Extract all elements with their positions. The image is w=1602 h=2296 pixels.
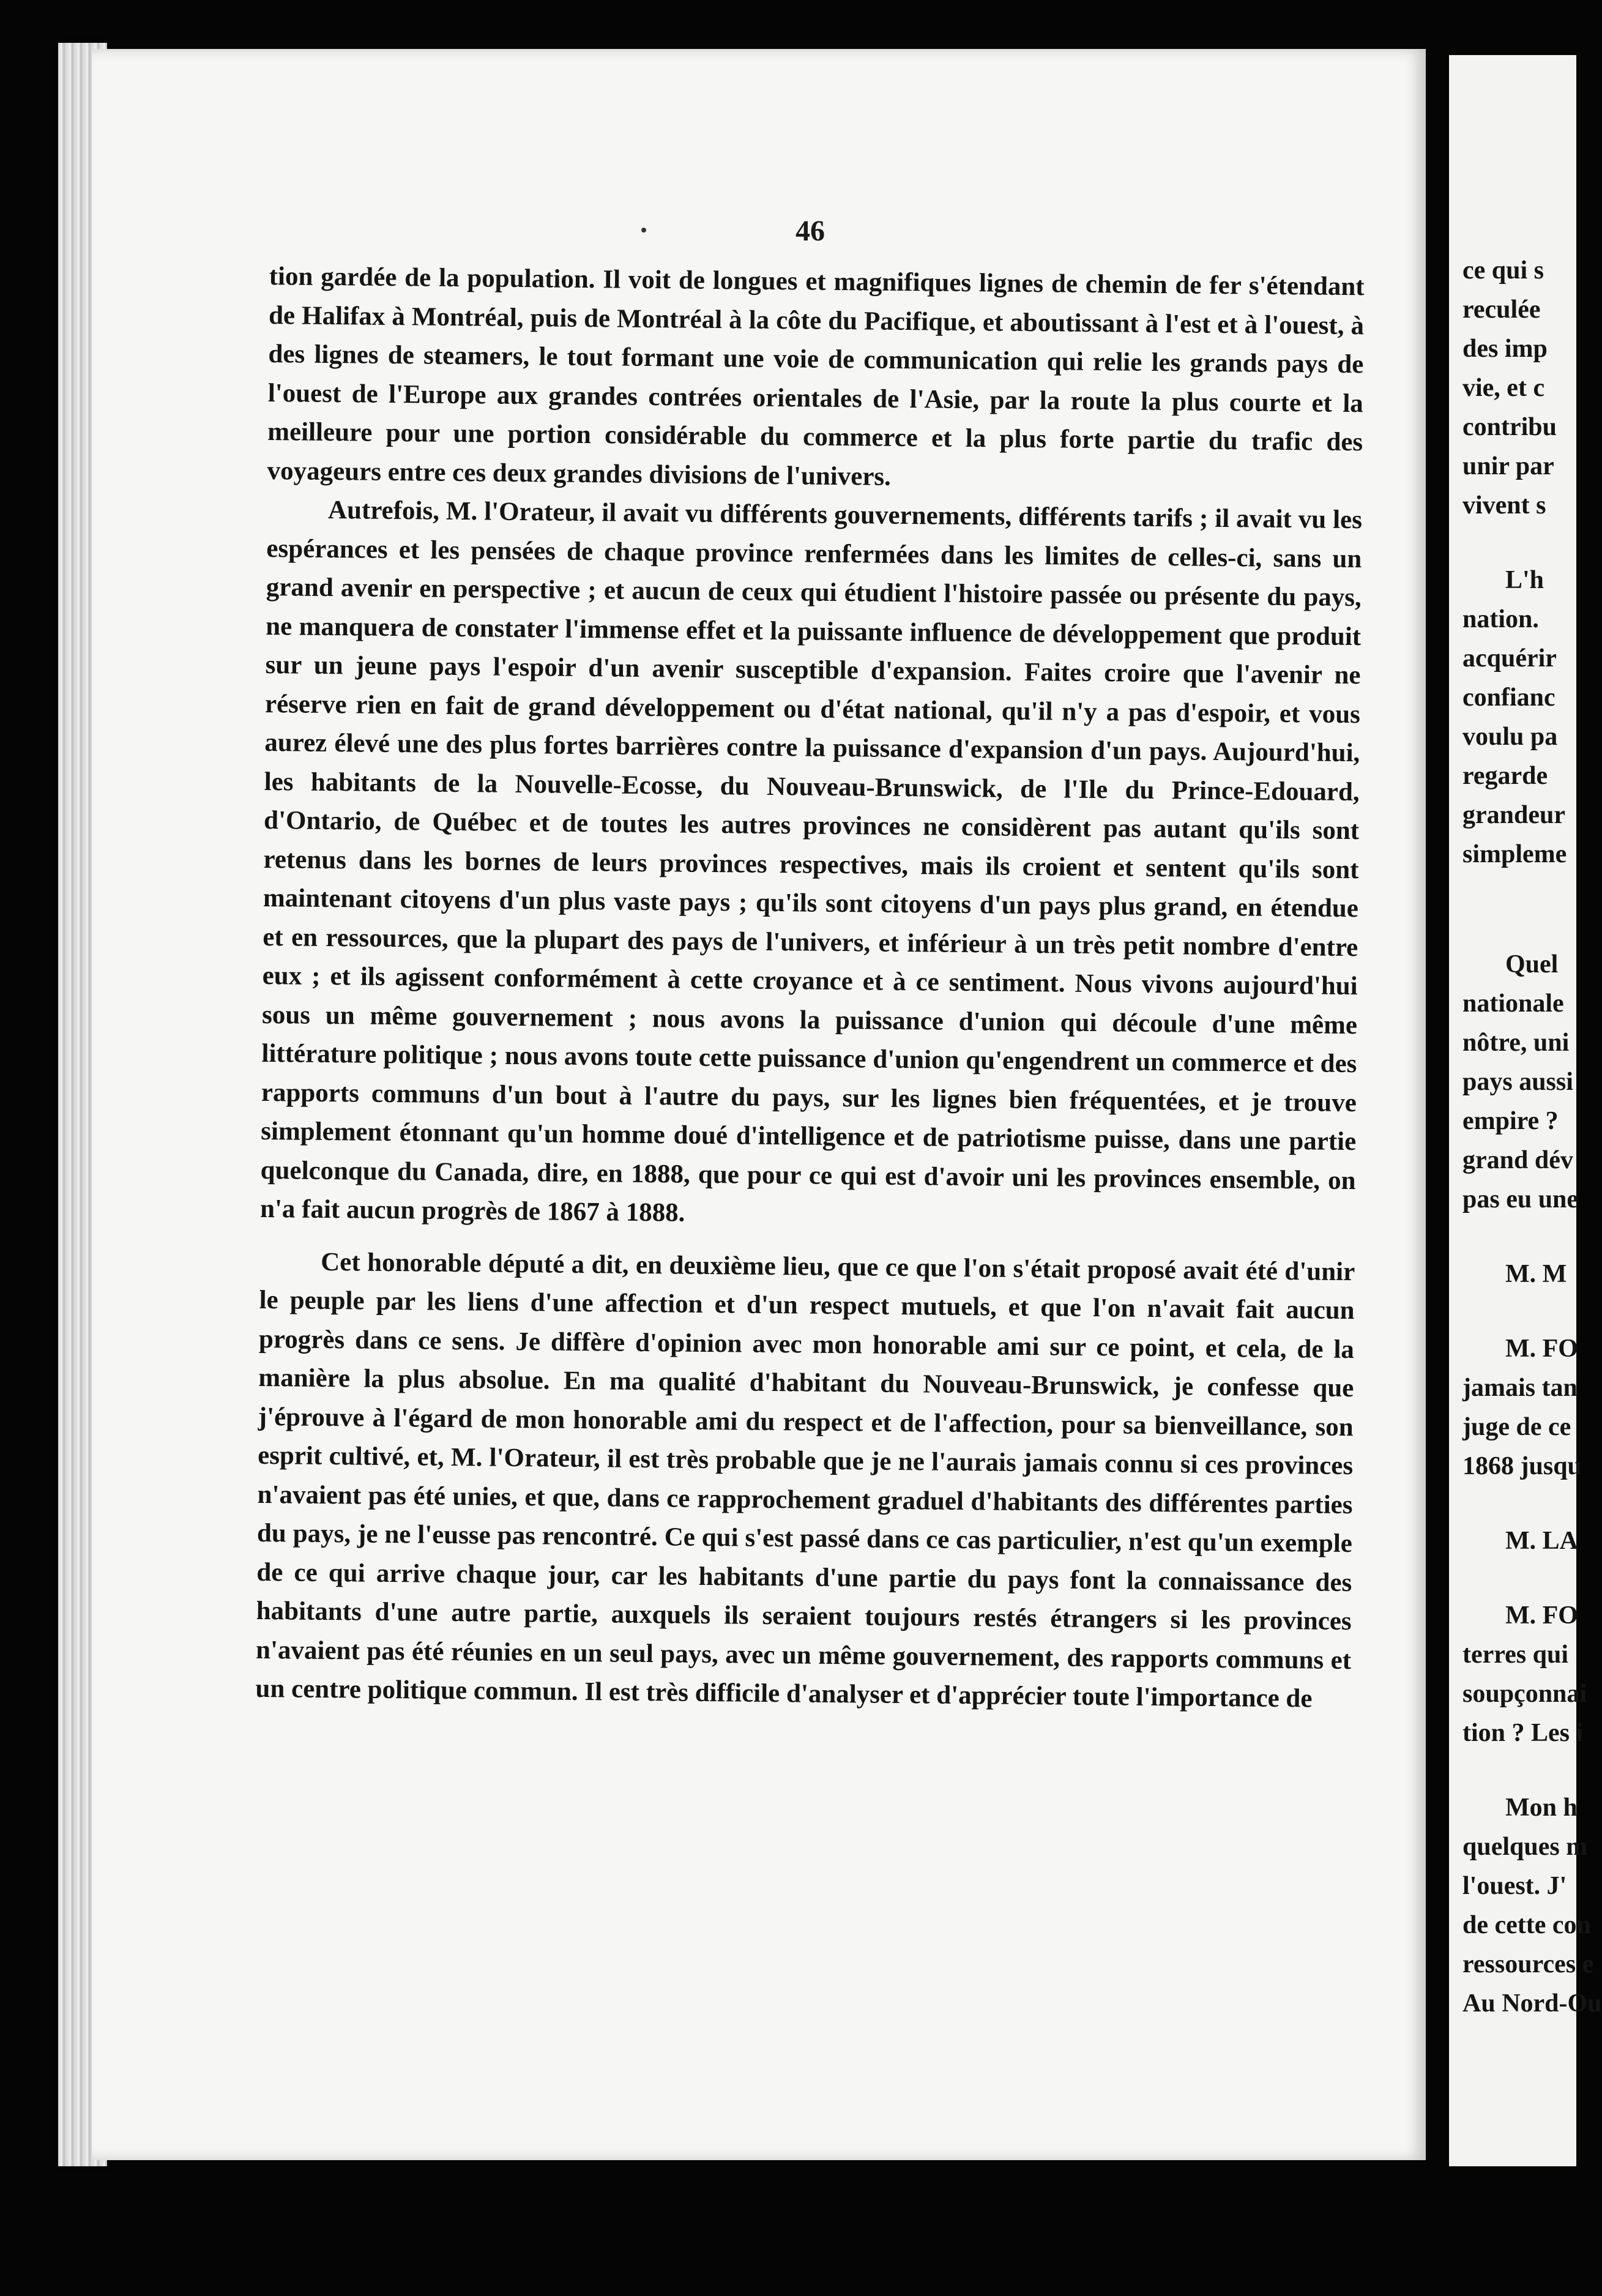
right-page-line: unir par [1462,452,1554,480]
right-page-line: Quel [1505,950,1559,978]
right-page-line: ce qui s [1462,256,1544,285]
right-page-line: M. FO [1505,1335,1578,1363]
right-page-line [1462,1294,1576,1329]
right-page-line: vivent s [1462,491,1546,520]
right-page-line [1462,874,1576,909]
right-page-line: empire ? [1462,1107,1559,1135]
right-page-line [1462,1486,1576,1521]
right-page-line: jamais tan [1462,1374,1578,1402]
right-page-line: nation. [1462,605,1539,633]
right-page-line [1462,1219,1576,1254]
right-page-line: L'h [1505,566,1544,594]
right-page-line: voulu pa [1462,723,1558,751]
right-page-line: grandeur [1462,801,1565,829]
right-page-line: terres qui [1462,1641,1569,1669]
right-page-line: ressources e [1462,1950,1594,1978]
right-page-line: contribu [1462,413,1557,441]
right-page-line: soupçonnai [1462,1680,1587,1708]
right-page-line: 1868 jusqu [1462,1452,1582,1480]
right-page-line: M. M [1505,1260,1567,1288]
right-page-line: l'ouest. J' [1462,1872,1567,1900]
right-page-line: tion ? Les i [1462,1719,1584,1747]
right-page-line: vie, et c [1462,374,1545,402]
right-page-line: nôtre, uni [1462,1029,1570,1057]
right-page-line: regarde [1462,762,1548,790]
right-page-line: confianc [1462,684,1555,712]
right-page-line: M. FO [1505,1601,1578,1630]
right-page-line [1462,1753,1576,1788]
right-page-line: grand dév [1462,1146,1573,1174]
right-page-line: de cette con [1462,1911,1591,1939]
right-page-line [1462,1560,1576,1596]
right-page-line: des imp [1462,335,1548,363]
right-page-line: Mon h [1505,1794,1578,1822]
page-number: 46 [795,215,825,247]
right-page-line: M. LA [1505,1527,1578,1555]
right-page-line: reculée [1462,296,1541,324]
right-page-line: acquérir [1462,644,1557,673]
right-page-line: Au Nord-Ou [1462,1989,1602,2018]
right-page-line: nationale [1462,990,1564,1018]
body-text [255,257,1365,1719]
right-page-line [1462,909,1576,945]
right-page-line: pas eu une [1462,1185,1579,1213]
right-page-line: juge de ce [1462,1413,1571,1441]
right-page-line [1462,525,1576,561]
paragraph-2: Autrefois, M. l'Orateur, il avait vu différents gouvernements, différents tarifs ; il avait vu les espérances et les pensées de chaque province renfermées dans les limites de celles-ci, sans un grand avenir en perspective ; et aucun de ceux qui étudient l'histoire passée ou présente du pays, ne manquera de constater l'immense effet et la puissante influence de développement que produit sur un jeune pays l'espoir d'un avenir susceptible d'expansion. Faites croire que l'avenir ne réserve rien en fait de grand développement ou d'état national, qu'il n'y a pas d'espoir, et vous aurez élevé une des plus fortes barrières contre la puissance d'expansion d'un pays. Aujourd'hui, les habitants de la Nouvelle-Ecosse, du Nouveau-Brunswick, de l'Ile du Prince-Edouard, d'Ontario, de Québec et de toutes les autres provinces ne considèrent pas autant qu'ils sont retenus dans les bornes de leurs provinces respectives, mais ils croient et sentent qu'ils sont maintenant citoyens d'un plus vaste pays ; qu'ils sont citoyens d'un pays plus grand, en étendue et en ressources, que la plupart des pays de l'univers, et inférieur à un très petit nombre d'entre eux ; et ils agissent conformément à cette croyance et à ce sentiment. Nous vivons aujourd'hui sous un même gouvernement ; nous avons la puissance d'union qui découle d'une même littérature politique ; nous avons toute cette puissance d'union qu'engendrent un commerce et des rapports communs d'un bout à l'autre du pays, sur les lignes bien fréquentées, et je trouve simplement étonnant qu'un homme doué d'intelligence et de patriotisme puisse, dans une partie quelconque du Canada, dire, en 1888, que pour ce qui est d'avoir uni les provinces ensemble, on n'a fait aucun progrès de 1867 à 1888. [259,495,1363,1228]
right-page-line: pays aussi [1462,1068,1573,1096]
paragraph-1: tion gardée de la population. Il voit de longues et magnifiques lignes de chemin de fer s'étendant de Halifax à Montréal, puis de Montréal à la côte du Pacifique, et aboutissant à l'est et à l'ouest, à des lignes de steamers, le tout formant une voie de communication qui relie les grands pays de l'ouest de l'Europe aux grandes contrées orientales de l'Asie, par la route la plus courte et la meilleure pour une portion considérable du commerce et la plus forte partie du trafic des voyageurs entre ces deux grandes divisions de l'univers. [267,261,1365,491]
right-page-line: quelques m [1462,1833,1588,1861]
paragraph-3: Cet honorable député a dit, en deuxième lieu, que ce que l'on s'était proposé avait été d'unir le peuple par les liens d'une affection et d'un respect mutuels, et que l'on n'avait fait aucun progrès dans ce sens. Je diffère d'opinion avec mon honorable ami sur ce point, et cela, de la manière la plus absolue. En ma qualité d'habitant du Nouveau-Brunswick, je confesse que j'éprouve à l'égard de mon honorable ami du respect et de l'affection, pour sa bienveillance, son esprit cultivé, et, M. l'Orateur, il est très probable que je ne l'aurais jamais connu si ces provinces n'avaient pas été unies, et que, dans ce rapprochement graduel d'habitants des différentes parties du pays, je ne l'eusse pas rencontré. Ce qui s'est passé dans ce cas particulier, n'est qu'un exemple de ce qui arrive chaque jour, car les habitants d'une partie du pays font la connaissance des habitants d'une autre partie, auxquels ils seraient toujours restés étrangers si les provinces n'avaient pas été réunies en un seul pays, avec un même gouvernement, des rapports communs et un centre politique commun. Il est très difficile d'analyser et d'apprécier toute l'importance de [255,1247,1355,1713]
right-page-line: simpleme [1462,840,1567,868]
header-dot [641,228,646,233]
right-page-text [1462,251,1602,2023]
